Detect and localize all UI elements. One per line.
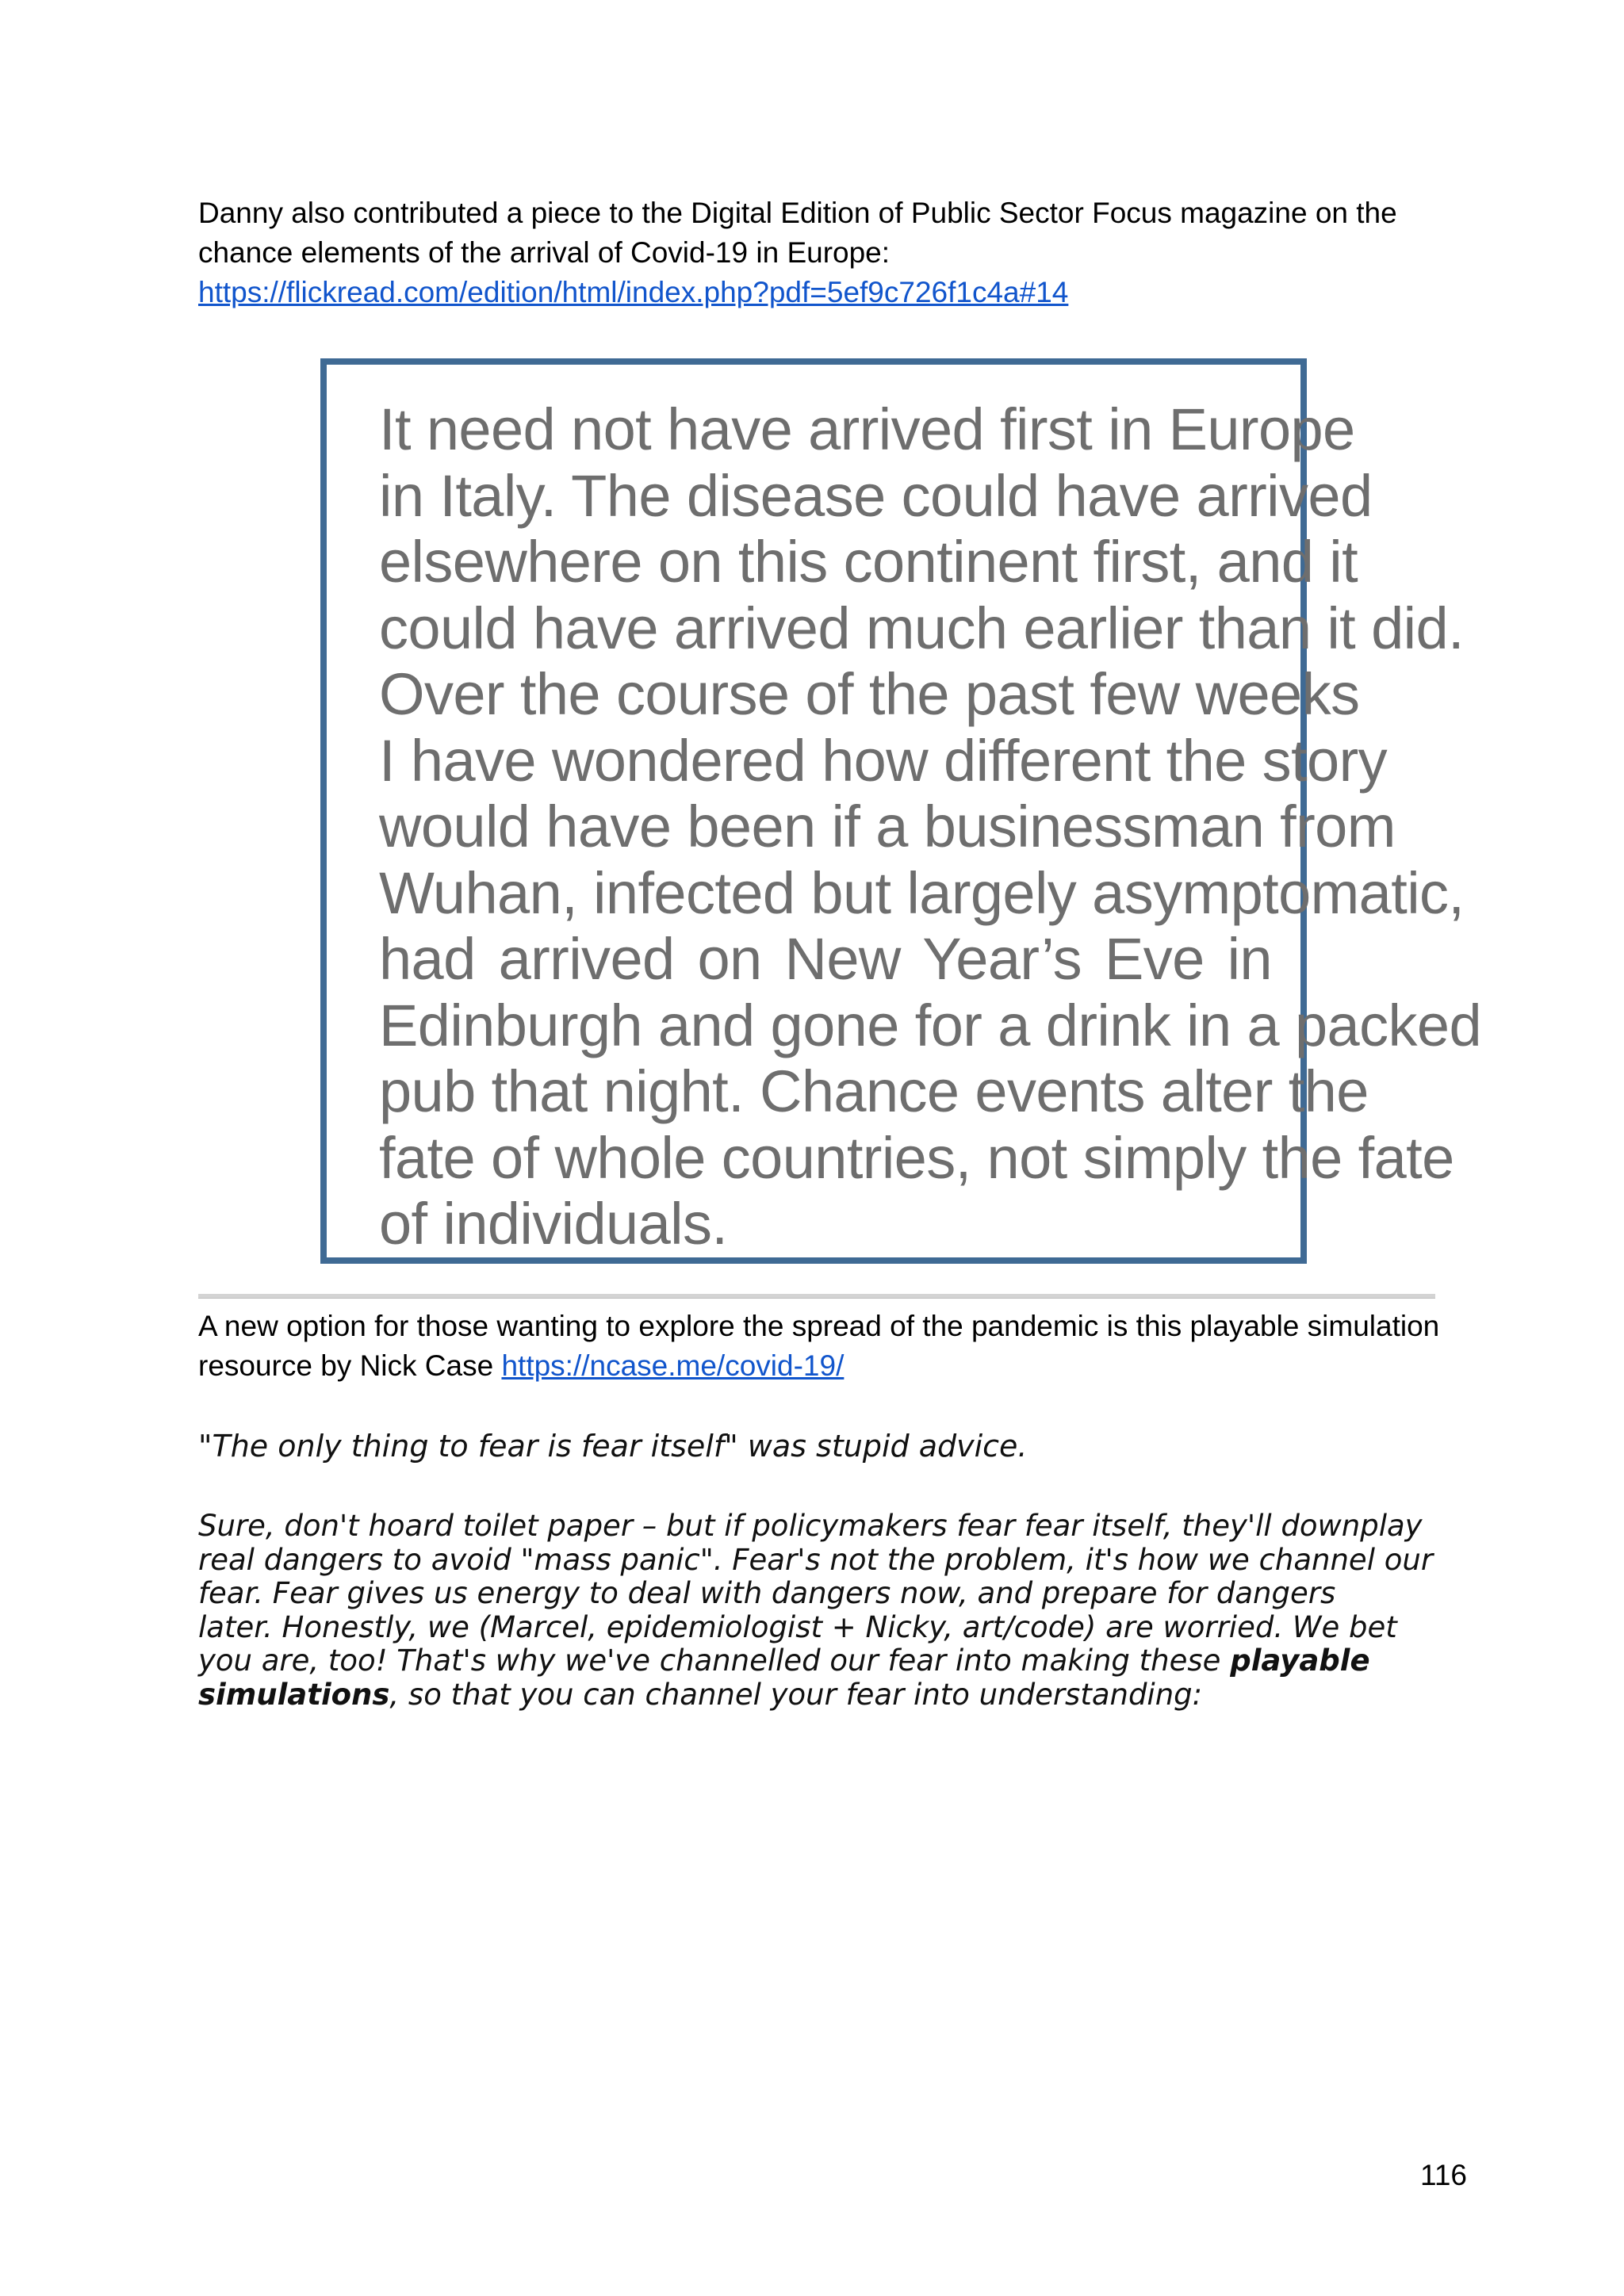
page-number: 116	[1420, 2159, 1467, 2191]
quote-line: in Italy. The disease could have arrived	[379, 462, 1373, 529]
quote-line: Wuhan, infected but largely asymptomatic,	[379, 859, 1465, 926]
ncase-excerpt	[198, 1510, 1499, 1712]
quote-line: elsewhere on this continent first, and it	[379, 529, 1358, 595]
excerpt-line: later. Honestly, we (Marcel, epidemiologist + Nicky, art/code) are worried. We bet	[198, 1609, 1397, 1644]
quote-line: It need not have arrived first in Europe	[379, 396, 1355, 462]
quote-image	[320, 358, 1482, 1264]
excerpt-line	[198, 1644, 1499, 1678]
quote-line: would have been if a businessman from	[379, 794, 1396, 859]
quote-line: Edinburgh and gone for a drink in a packed	[379, 992, 1482, 1058]
quote-line: Over the course of the past few weeks	[379, 661, 1360, 727]
excerpt-line: Sure, don't hoard toilet paper – but if policymakers fear fear itself, they'll downplay	[198, 1509, 1423, 1543]
ncase-link[interactable]: https://ncase.me/covid-19/	[501, 1349, 845, 1382]
excerpt-line	[198, 1678, 1499, 1712]
excerpt-text: , so that you can channel your fear into understanding:	[389, 1677, 1203, 1712]
quote-line: pub that night. Chance events alter the	[379, 1058, 1369, 1124]
excerpt-bold-text: playable	[1230, 1644, 1370, 1678]
quote-line: of individuals.	[379, 1191, 728, 1257]
excerpt-line: real dangers to avoid "mass panic". Fear's not the problem, it's how we channel our	[198, 1542, 1434, 1577]
fear-quote: "The only thing to fear is fear itself" was stupid advice.	[198, 1429, 1028, 1464]
excerpt-bold-text: simulations	[198, 1677, 390, 1712]
simulation-paragraph	[198, 1307, 1451, 1386]
quote-line: could have arrived much earlier than it did.	[379, 595, 1465, 661]
flickread-link[interactable]: https://flickread.com/edition/html/index.php?pdf=5ef9c726f1c4a#14	[198, 276, 1069, 308]
excerpt-line: fear. Fear gives us energy to deal with dangers now, and prepare for dangers	[198, 1576, 1336, 1610]
excerpt-text: you are, too! That's why we've channelled our fear into making these	[198, 1644, 1231, 1678]
horizontal-rule	[198, 1294, 1435, 1299]
quote-line: I have wondered how different the story	[379, 727, 1388, 794]
quote-line: fate of whole countries, not simply the fate	[379, 1124, 1454, 1191]
simulation-text: A new option for those wanting to explore the spread of the pandemic is this playable simulation resource by Nick Case	[198, 1310, 1440, 1382]
intro-text: Danny also contributed a piece to the Digital Edition of Public Sector Focus magazine on the chance elements of the arrival of Covid-19 in Europe:	[198, 197, 1397, 269]
intro-paragraph	[198, 193, 1451, 312]
quote-line: had arrived on New Year’s Eve in	[379, 926, 1272, 992]
